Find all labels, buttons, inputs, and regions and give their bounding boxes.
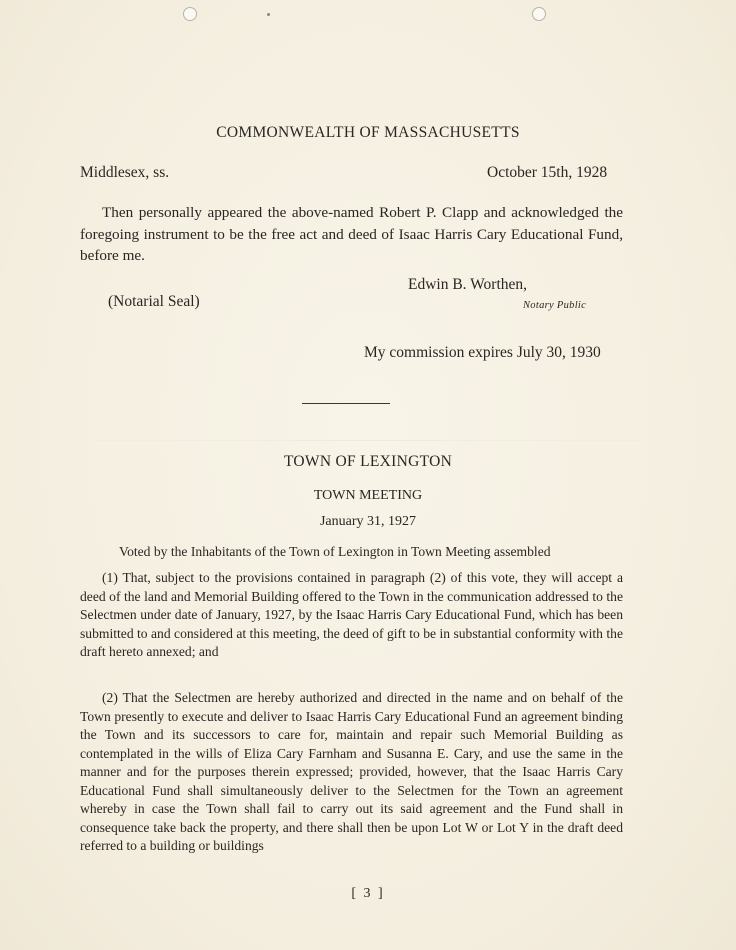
paper-speck [267, 13, 270, 16]
page-number: [ 3 ] [351, 886, 385, 901]
section-divider [302, 403, 390, 404]
punch-hole-left [183, 7, 197, 21]
voted-line: Voted by the Inhabitants of the Town of Lexington in Town Meeting assembled [119, 544, 551, 559]
commission-expiry: My commission expires July 30, 1930 [364, 344, 601, 361]
county-line: Middlesex, ss. [80, 164, 170, 181]
vote-paragraph-1: (1) That, subject to the provisions contained in paragraph (2) of this vote, they will accept a deed of the land and Memorial Building offered to the Town in the communication addressed to the Selectmen under date of January, 1927, by the Isaac Harris Cary Educational Fund, which has been submitted to and considered at this meeting, the deed of gift to be in substantial conformity with the draft hereto annexed; and [80, 570, 623, 659]
commonwealth-title: COMMONWEALTH OF MASSACHUSETTS [216, 124, 520, 141]
notarial-seal: (Notarial Seal) [108, 293, 200, 310]
acknowledgment-text: Then personally appeared the above-named Robert P. Clapp and acknowledged the foregoing instrument to be the free act and deed of Isaac Harris Cary Educational Fund, before me. [80, 204, 623, 264]
town-title: TOWN OF LEXINGTON [283, 453, 453, 470]
notary-name: Edwin B. Worthen, [408, 276, 528, 293]
punch-hole-right [532, 7, 546, 21]
town-meeting-date: January 31, 1927 [319, 514, 417, 529]
notary-title: Notary Public [523, 300, 587, 311]
acknowledgment-date: October 15th, 1928 [487, 164, 608, 181]
vote-paragraph-2: (2) That the Selectmen are hereby authorized and directed in the name and on behalf of the Town presently to execute and deliver to Isaac Harris Cary Educational Fund an agreement binding the Town and its successors to care for, maintain and repair such Memorial Building as contemplated in the wills of Eliza Cary Farnham and Susanna E. Cary, and use the same in the manner and for the purposes therein expressed; provided, however, that the Isaac Harris Cary Educational Fund shall simultaneously deliver to the Selectmen for the Town an agreement whereby in case the Town shall fail to carry out its said agreement and the Fund shall in consequence take back the property, and there shall then be upon Lot W or Lot Y in the draft deed referred to a building or buildings [80, 690, 623, 853]
paper-fold [0, 440, 736, 441]
town-meeting-heading: TOWN MEETING [313, 488, 423, 503]
